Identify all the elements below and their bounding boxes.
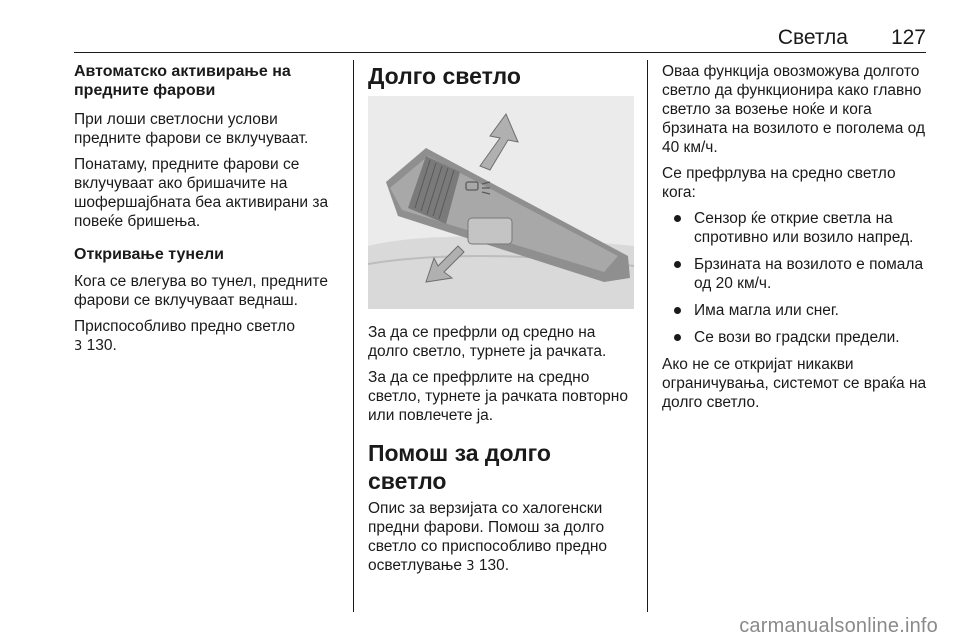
page-ref-number[interactable]: 130. [478, 557, 510, 574]
page-number: 127 [890, 26, 926, 49]
column-2 [368, 62, 634, 583]
page-ref-icon[interactable]: 3 [74, 339, 83, 354]
heading-high-beam-assist: Помош за долго светло [368, 440, 551, 494]
heading-automatic-headlights: Автоматско активирање на предните фарови [74, 63, 291, 99]
paragraph: За да се префрлите на средно светло, турнете ја рачката повторно или повлечете ја. [368, 369, 628, 424]
bullet-icon [674, 334, 681, 341]
list-item [662, 255, 930, 293]
list-item [662, 328, 930, 347]
column-3 [662, 62, 930, 419]
column-divider-left [353, 60, 354, 612]
heading-high-beam: Долго светло [368, 63, 521, 89]
paragraph: Ако не се откријат никакви ограничувања, системот се враќа на долго светло. [662, 356, 927, 411]
column-divider-right [647, 60, 648, 612]
bullet-icon [674, 307, 681, 314]
paragraph: Оваа функција овозможува долгото светло да функционира како главно светло за возење ноќе и кога брзината на возилото е поголема од 40 км/ч. [662, 63, 925, 156]
list-item [662, 209, 930, 247]
bullet-icon [674, 261, 681, 268]
page-ref-number[interactable]: 130. [86, 337, 117, 354]
paragraph-with-ref [368, 499, 634, 576]
column-1 [74, 62, 346, 363]
stalk-lever-illustration [368, 96, 634, 309]
page-ref-icon[interactable]: 3 [466, 559, 475, 574]
paragraph: Понатаму, предните фарови се вклучуваат ако бришачите на шофершајбната беа активирани за повеќе бришења. [74, 156, 329, 230]
paragraph-text: Приспособливо предно светло [74, 318, 295, 335]
lever-figure-svg [368, 96, 634, 309]
list-item-text: Брзината на возилото е помала од 20 км/ч. [694, 256, 924, 292]
condition-list [662, 209, 930, 347]
paragraph: Се префрлува на средно светло кога: [662, 165, 896, 201]
paragraph: За да се префрли од средно на долго светло, турнете ја рачката. [368, 324, 607, 360]
paragraph-text: Опис за верзијата со халогенски предни фарови. Помош за долго светло со приспособливо предно осветлување [368, 500, 608, 574]
list-item-text: Сензор ќе открие светла на спротивно или возило напред. [694, 210, 914, 246]
chapter-title: Светла [777, 26, 848, 49]
bullet-icon [674, 215, 681, 222]
paragraph-with-ref [74, 317, 346, 356]
paragraph: Кога се влегува во тунел, предните фарови се вклучуваат веднаш. [74, 273, 328, 309]
list-item-text: Има магла или снег. [694, 302, 839, 319]
paragraph: При лоши светлосни услови предните фарови се вклучуваат. [74, 111, 309, 147]
page-header [74, 26, 926, 53]
watermark: carmanualsonline.info [739, 615, 938, 637]
list-item [662, 301, 930, 320]
heading-tunnel-detection: Откривање тунели [74, 246, 224, 263]
list-item-text: Се вози во градски предели. [694, 329, 900, 346]
